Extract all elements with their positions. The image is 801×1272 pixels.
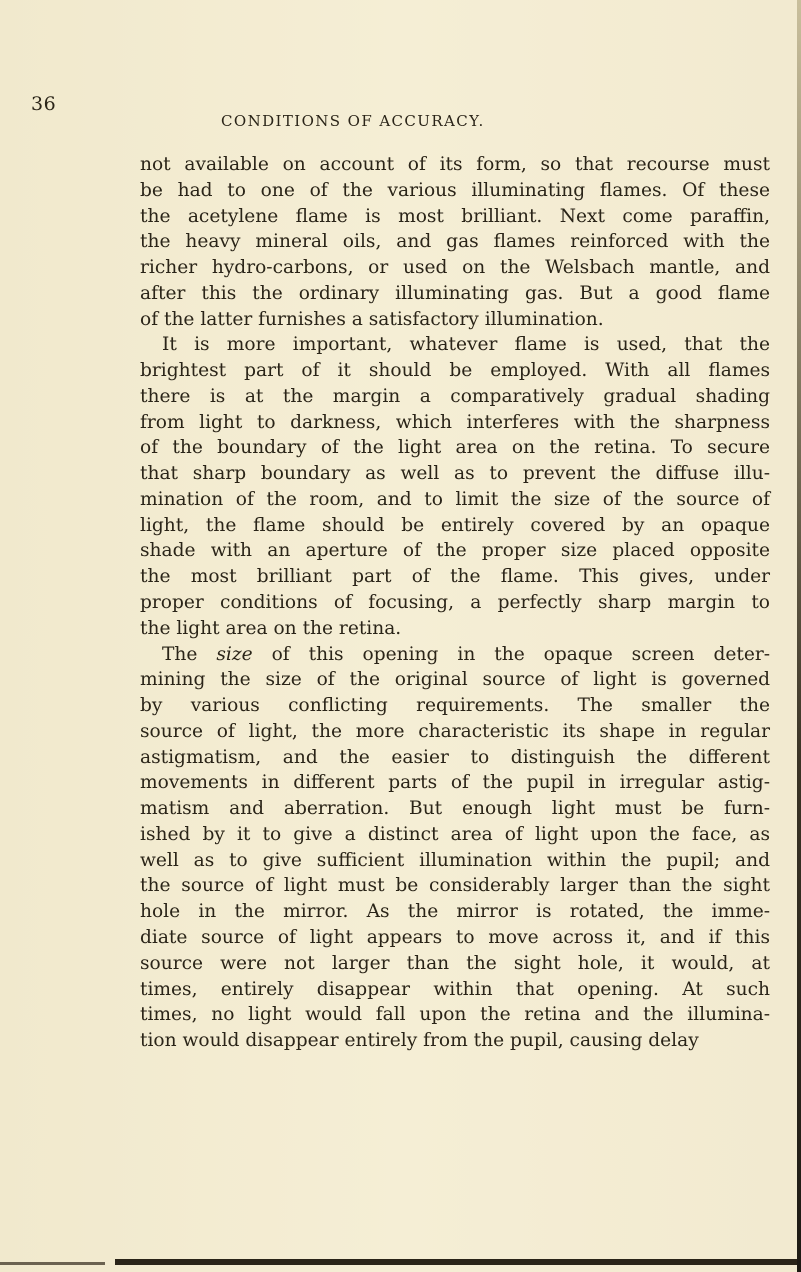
text-line: light, the flame should be entirely covered by an opaque bbox=[140, 514, 770, 536]
text-line: diate source of light appears to move across it, and if this bbox=[140, 926, 770, 948]
text-line: ished by it to give a distinct area of light upon the face, as bbox=[140, 823, 770, 845]
text-line: hole in the mirror. As the mirror is rotated, the imme- bbox=[140, 901, 770, 923]
text-line: the most brilliant part of the flame. This gives, under bbox=[140, 566, 770, 588]
text-line: brightest part of it should be employed. With all flames bbox=[140, 360, 770, 382]
text-line: be had to one of the various illuminating flames. Of these bbox=[140, 179, 770, 201]
text-line: richer hydro-carbons, or used on the Welsbach mantle, and bbox=[140, 257, 770, 279]
text-line: of the boundary of the light area on the retina. To secure bbox=[140, 437, 770, 459]
text-line: tion would disappear entirely from the pupil, causing delay bbox=[140, 1030, 699, 1052]
running-head: CONDITIONS OF ACCURACY. bbox=[221, 112, 485, 130]
text-line: movements in different parts of the pupil in irregular astig- bbox=[140, 772, 770, 794]
text-line: shade with an aperture of the proper size placed opposite bbox=[140, 540, 770, 562]
text-run: The bbox=[162, 643, 217, 665]
page-edge-shadow bbox=[797, 0, 801, 1272]
text-line: mination of the room, and to limit the size of the source of bbox=[140, 488, 770, 510]
text-line: there is at the margin a comparatively gradual shading bbox=[140, 385, 770, 407]
text-line: the acetylene flame is most brilliant. Next come paraffin, bbox=[140, 205, 770, 227]
text-line: not available on account of its form, so that recourse must bbox=[140, 154, 770, 175]
page-number: 36 bbox=[31, 93, 57, 115]
text-run: of this opening in the opaque screen deter- bbox=[252, 643, 770, 665]
text-line: source of light, the more characteristic its shape in regular bbox=[140, 720, 770, 742]
text-line: matism and aberration. But enough light must be furn- bbox=[140, 798, 770, 820]
text-line: proper conditions of focusing, a perfectly sharp margin to bbox=[140, 592, 770, 614]
text-line: by various conflicting requirements. The smaller the bbox=[140, 695, 770, 717]
body-text bbox=[140, 152, 770, 1054]
text-line: of the latter furnishes a satisfactory illumination. bbox=[140, 308, 604, 330]
text-line: well as to give sufficient illumination within the pupil; and bbox=[140, 849, 770, 871]
page-edge-shadow bbox=[0, 1262, 105, 1265]
text-line: It is more important, whatever flame is used, that the bbox=[162, 334, 770, 356]
text-line: that sharp boundary as well as to prevent the diffuse illu- bbox=[140, 463, 770, 485]
text-line bbox=[140, 642, 770, 668]
text-line: after this the ordinary illuminating gas. But a good flame bbox=[140, 282, 770, 304]
emphasis-size: size bbox=[216, 643, 253, 665]
text-line: times, no light would fall upon the retina and the illumina- bbox=[140, 1004, 770, 1026]
text-line: the light area on the retina. bbox=[140, 617, 402, 639]
text-line: times, entirely disappear within that opening. At such bbox=[140, 978, 770, 1000]
text-line: source were not larger than the sight hole, it would, at bbox=[140, 952, 770, 974]
text-line: mining the size of the original source of light is governed bbox=[140, 669, 770, 691]
text-line: astigmatism, and the easier to distinguish the different bbox=[140, 746, 770, 768]
text-line: the source of light must be considerably larger than the sight bbox=[140, 875, 770, 897]
text-line: the heavy mineral oils, and gas flames reinforced with the bbox=[140, 231, 770, 253]
page-edge-shadow bbox=[115, 1259, 801, 1265]
text-line: from light to darkness, which interferes with the sharpness bbox=[140, 411, 770, 433]
